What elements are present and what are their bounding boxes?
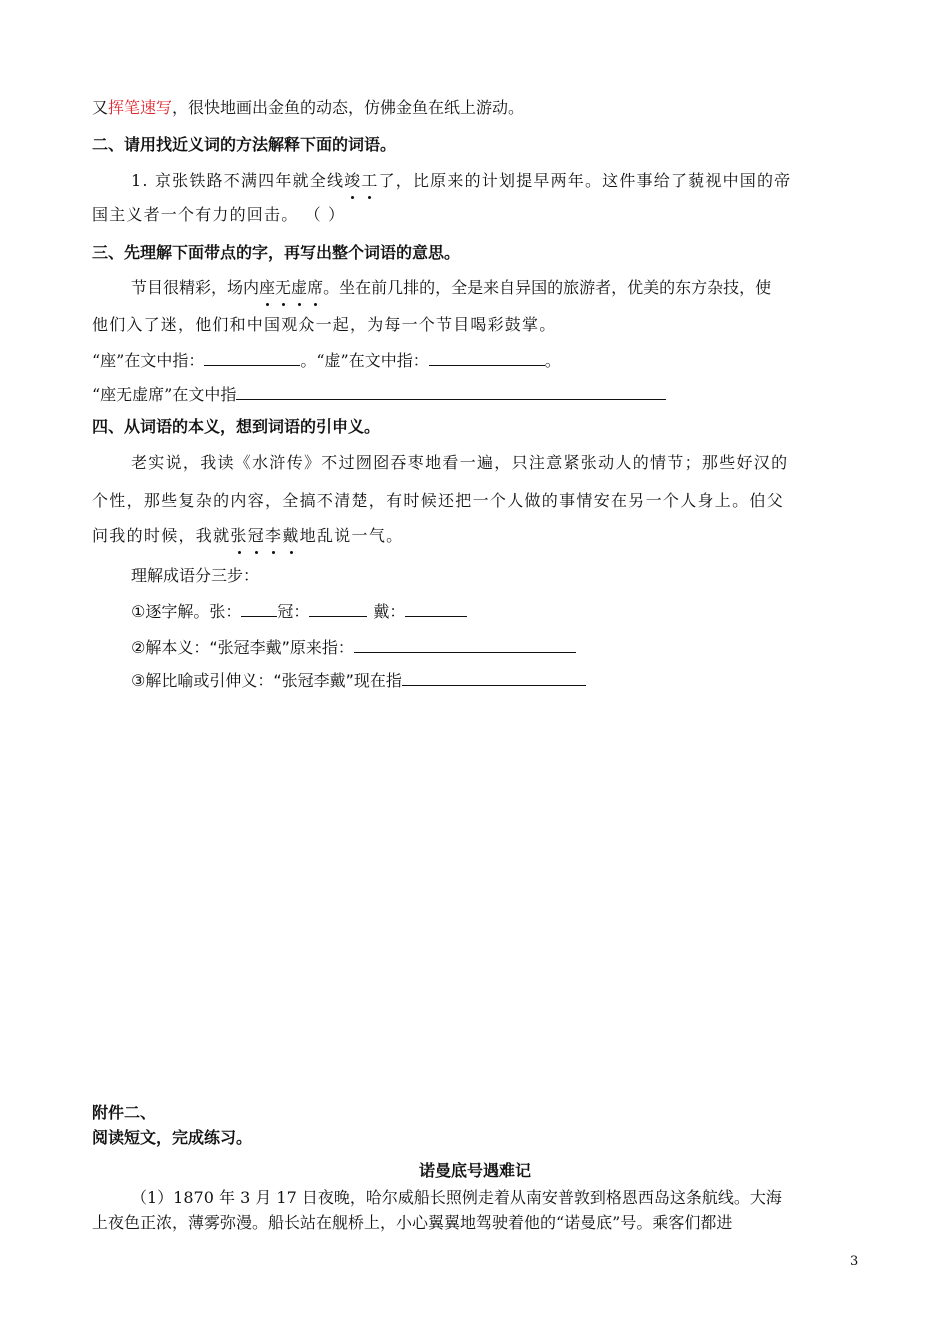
dotted-char: 李 [265,524,282,548]
story-p1: （1）1870 年 3 月 17 日夜晚，哈尔威船长照例走着从南安普敦到格恩西岛这条航线。大海 [131,1188,782,1207]
story-p2: 上夜色正浓，薄雾弥漫。船长站在舰桥上，小心翼翼地驾驶着他的“诺曼底”号。乘客们都进 [92,1213,733,1232]
dotted-char: 冠 [248,524,265,548]
section-two-line1 [131,169,791,193]
section-four-title: 四、从词语的本义，想到词语的引申义。 [92,417,381,436]
dotted-char: 工 [361,169,378,193]
step-one-label: ①逐字解。张： [131,602,242,621]
section-three-line1-post: 。坐在前几排的，全是来自异国的旅游者，优美的东方杂技，使 [323,278,772,297]
answer-blank-zuo[interactable] [204,347,300,366]
section-three-title: 三、先理解下面带点的字，再写出整个词语的意思。 [92,243,461,262]
section-two-line1-post: 了，比原来的计划提早两年。这件事给了藐视中国的帝 [378,171,792,190]
answer-blank-zhang[interactable] [241,598,277,617]
section-two-line2: 国主义者一个有力的回击。 （ ） [92,205,346,224]
step-three [131,667,586,693]
dotted-char: 座 [259,276,275,300]
section-two-title: 二、请用找近义词的方法解释下面的词语。 [92,135,397,154]
intro-pre: 又 [92,98,109,117]
section-four-p2: 个性，那些复杂的内容，全搞不清楚，有时候还把一个人做的事情安在另一个人身上。伯父 [92,491,785,510]
section-three-q2 [92,381,666,407]
section-four-p3-post: 地乱说一气。 [299,526,404,545]
answer-blank-extended-meaning[interactable] [402,667,586,686]
answer-blank-zuowuxuxi[interactable] [236,381,666,400]
dotted-char: 虚 [291,276,307,300]
dotted-char: 戴 [282,524,299,548]
q1-end: 。 [544,351,561,370]
section-four-p3 [92,524,403,548]
step-one [131,598,467,624]
step-two [131,634,576,660]
intro-line [92,96,524,120]
intro-post: ，很快地画出金鱼的动态，仿佛金鱼在纸上游动。 [172,98,525,117]
step-one-dai: 戴： [373,602,406,621]
dotted-char: 竣 [344,169,361,193]
step-one-guan: 冠： [277,602,310,621]
dotted-char: 无 [275,276,291,300]
answer-blank-guan[interactable] [309,598,367,617]
appendix-title: 附件二、 [92,1103,157,1122]
page-number: 3 [850,1254,859,1269]
step-three-label: ③解比喻或引伸义：“张冠李戴”现在指 [131,671,402,690]
answer-blank-xu[interactable] [429,347,545,366]
section-two-line1-pre: 1. 京张铁路不满四年就全线 [131,171,345,190]
section-three-line1-pre: 节目很精彩，场内 [131,278,260,297]
dotted-char: 张 [230,524,247,548]
section-three-line2: 他们入了迷，他们和中国观众一起，为每一个节目喝彩鼓掌。 [92,315,557,334]
section-four-p3-pre: 问我的时候，我就 [92,526,231,545]
section-three-q1 [92,347,561,373]
answer-blank-original-meaning[interactable] [354,634,576,653]
story-title: 诺曼底号遇难记 [418,1161,531,1180]
dotted-char: 席 [307,276,323,300]
q1-label-zuo: “座”在文中指： [92,351,205,370]
q1-label-xu: 。“虚”在文中指： [300,351,429,370]
section-four-p1: 老实说，我读《水浒传》不过囫囵吞枣地看一遍，只注意紧张动人的情节；那些好汉的 [131,453,789,472]
highlight-phrase: 挥笔速写 [108,98,173,117]
appendix-instruction: 阅读短文，完成练习。 [92,1128,253,1147]
steps-title: 理解成语分三步： [131,566,260,585]
section-three-line1 [131,276,771,300]
q2-label: “座无虚席”在文中指 [92,385,237,404]
step-two-label: ②解本义：“张冠李戴”原来指： [131,638,354,657]
answer-blank-dai[interactable] [405,598,467,617]
